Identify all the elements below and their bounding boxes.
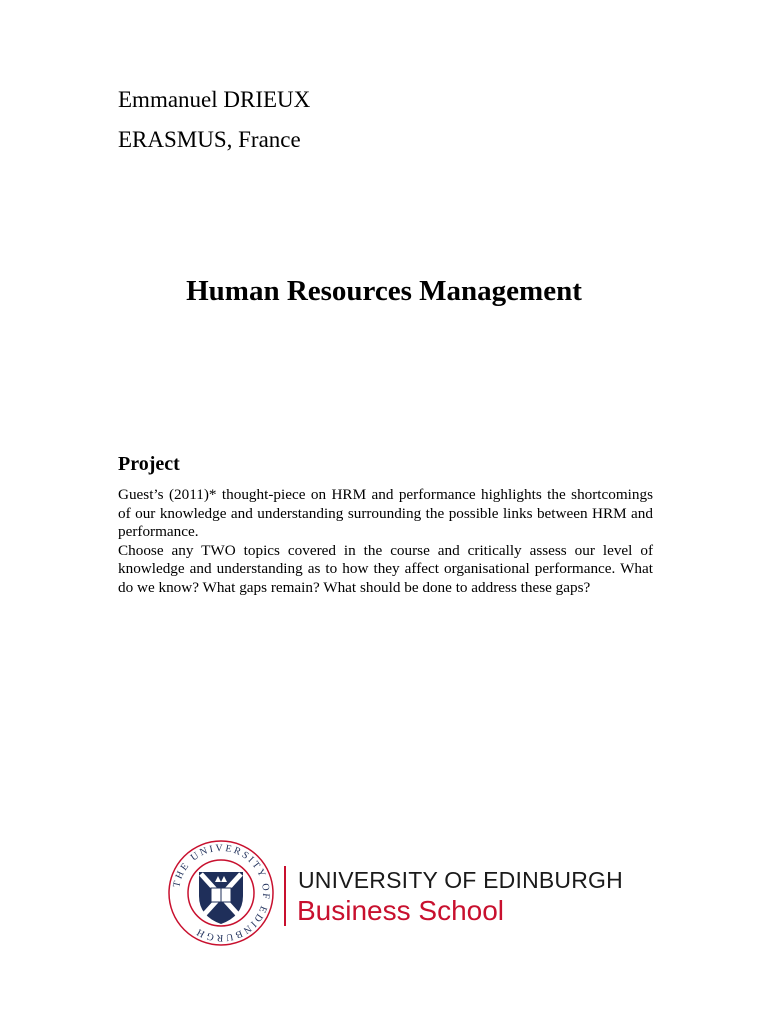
author-affiliation: ERASMUS, France <box>118 127 301 152</box>
project-paragraph-1: Guest’s (2011)* thought-piece on HRM and performance highlights the shortcomings of our knowledge and understanding surrounding the possible links between HRM and performance. <box>118 486 653 541</box>
logo-school-name: Business School <box>297 895 505 926</box>
logo-university-name: UNIVERSITY OF EDINBURGH <box>298 867 623 893</box>
document-title: Human Resources Management <box>186 275 582 307</box>
shield-icon <box>199 872 243 924</box>
project-description <box>118 486 653 598</box>
author-name: Emmanuel DRIEUX <box>118 87 311 112</box>
project-heading: Project <box>118 453 180 475</box>
seal-text: THE UNIVERSITY OF EDINBURGH <box>171 842 272 944</box>
university-seal-icon <box>166 838 276 948</box>
project-paragraph-2: Choose any TWO topics covered in the course and critically assess our level of knowledge and understanding as to how they affect organisational performance. What do we know? What gaps remain? What should be done to address these gaps? <box>118 541 653 596</box>
logo-divider <box>284 866 286 926</box>
university-logo <box>166 838 623 948</box>
